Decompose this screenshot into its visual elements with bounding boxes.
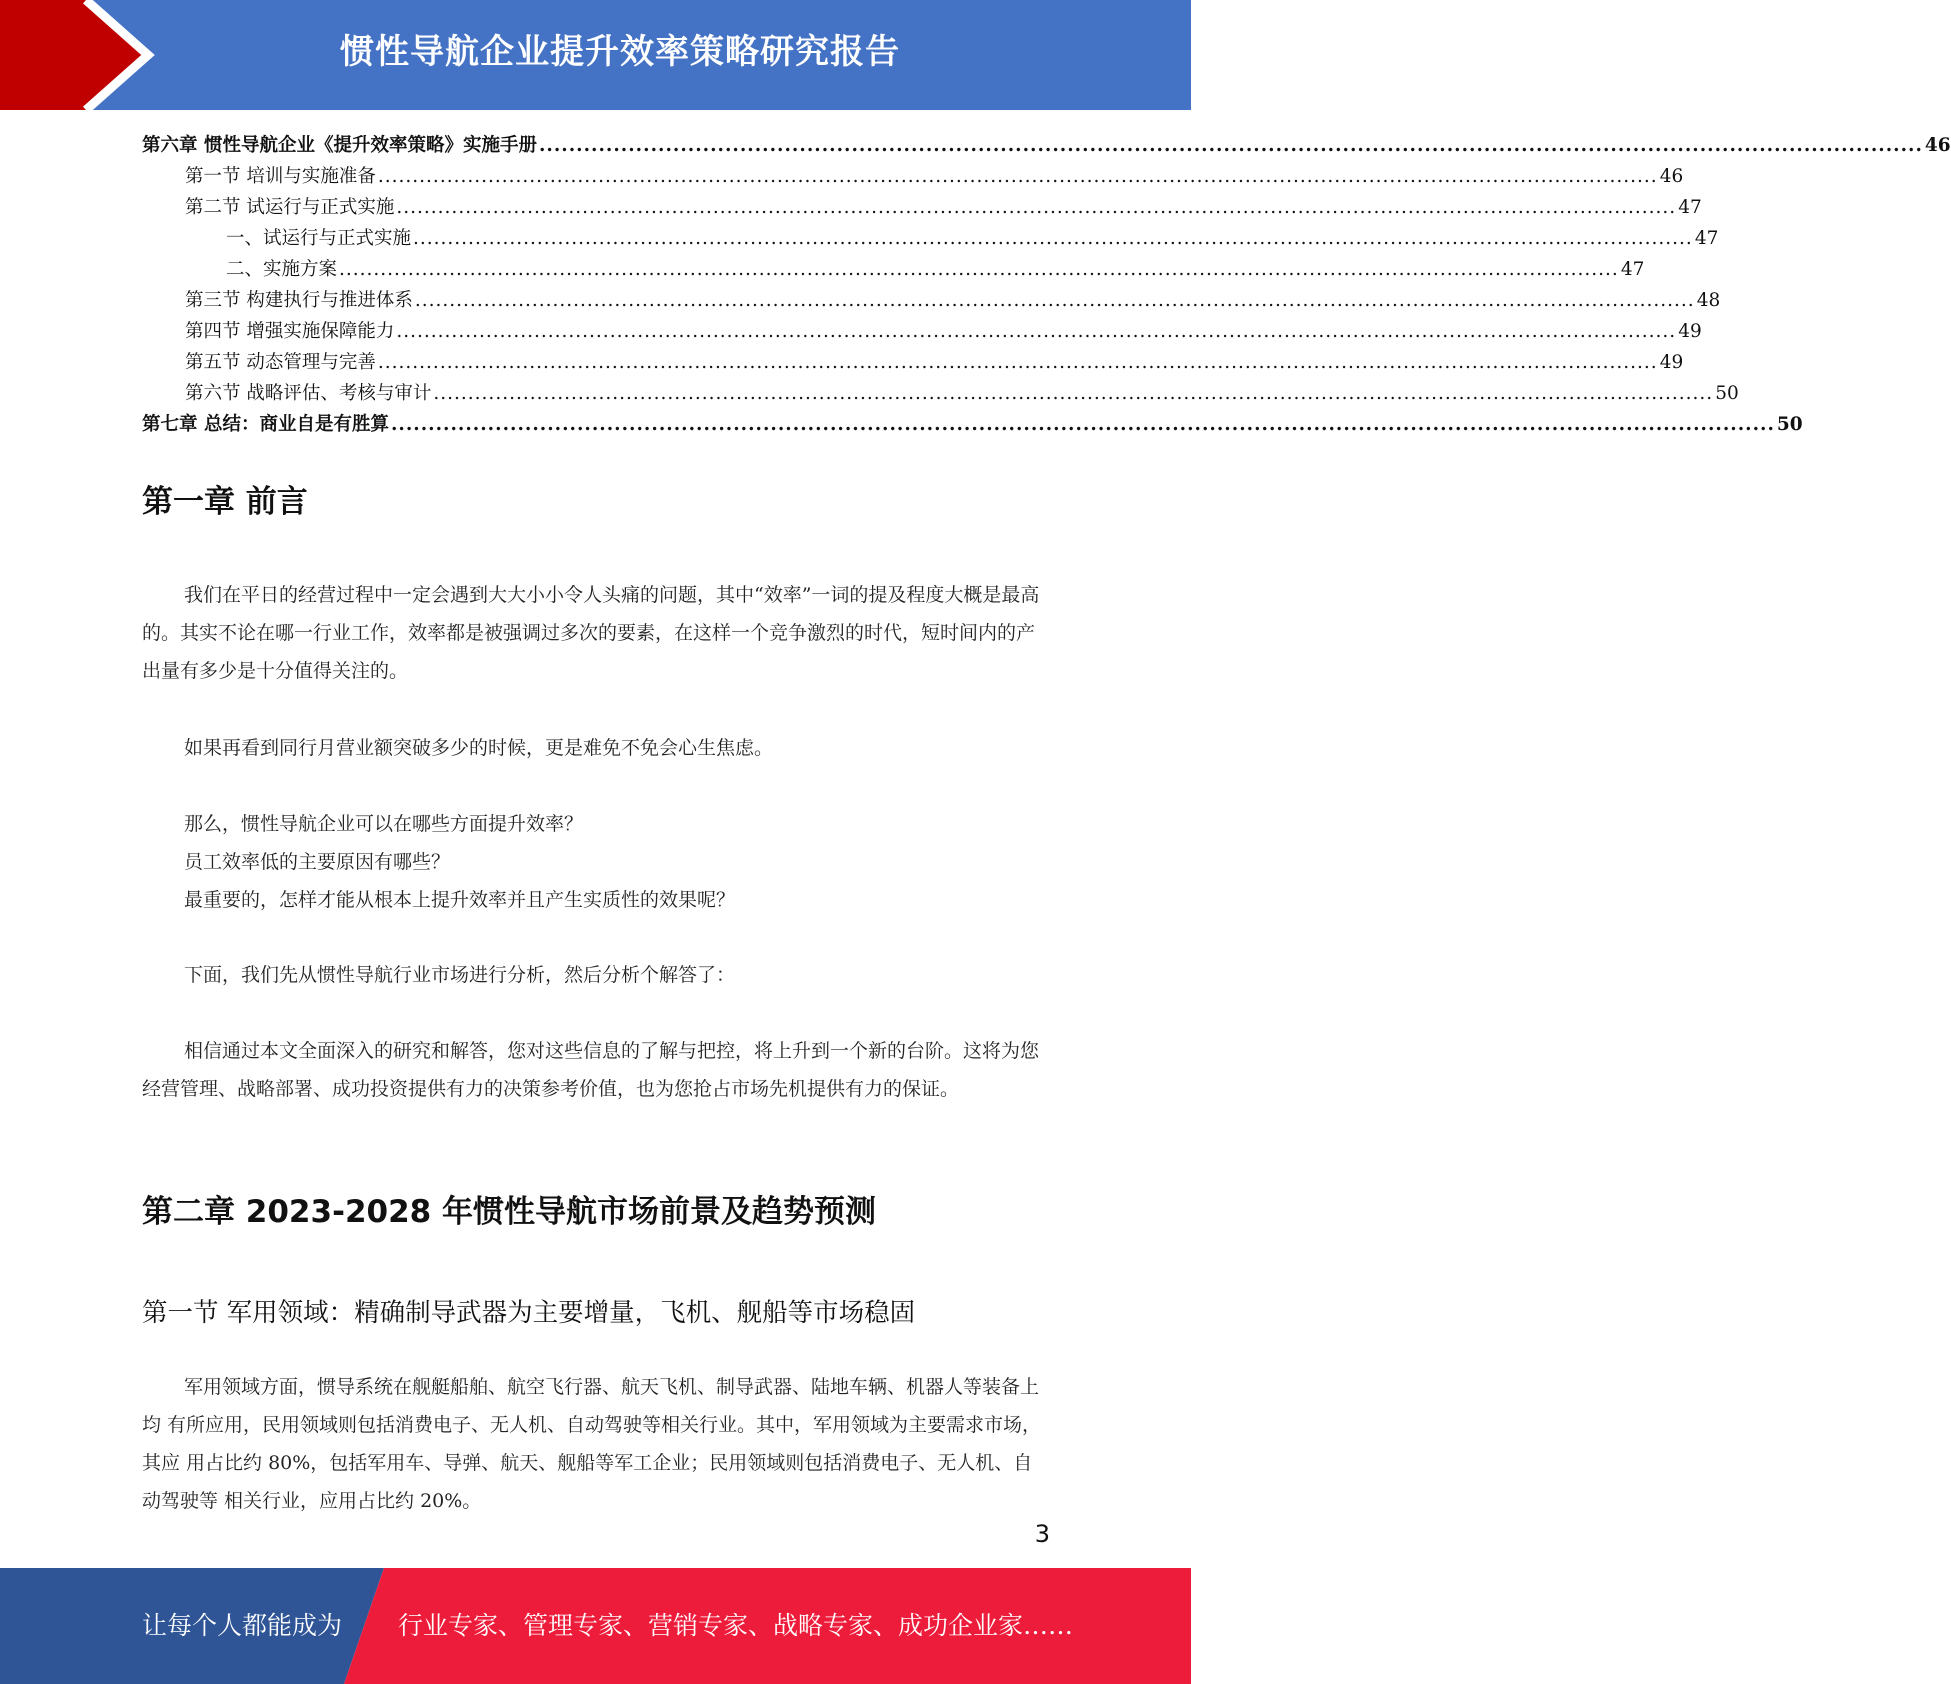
footer-slogan-right: 行业专家、管理专家、营销专家、战略专家、成功企业家…… [398,1611,1074,1640]
question-line: 那么，惯性导航企业可以在哪些方面提升效率？ [184,813,584,835]
toc-entry-text: 第六章 惯性导航企业《提升效率策略》实施手册 [142,135,537,156]
toc-entry-text: 第五节 动态管理与完善 [185,352,376,373]
toc-entry-subsection[interactable] [142,254,1645,285]
toc-entry-text: 第一节 培训与实施准备 [185,166,376,187]
toc-leader-dots: .......................................................................................................................................................................................... [339,259,1619,280]
toc-entry-subsection[interactable] [142,223,1719,254]
toc-leader-dots: .......................................................................................................................................................................................... [396,321,1677,342]
body-paragraph: 下面，我们先从惯性导航行业市场进行分析，然后分析个解答了： [184,964,736,986]
toc-entry-section[interactable] [142,285,1721,316]
body-paragraph: 如果再看到同行月营业额突破多少的时候，更是难免不免会心生焦虑。 [184,737,774,759]
toc-page-number: 50 [1715,383,1739,404]
toc-page-number: 47 [1678,197,1702,218]
toc-entry-section[interactable] [142,378,1739,409]
toc-leader-dots: .......................................................................................................................................................................................... [377,352,1658,373]
footer-slogan-left: 让每个人都能成为 [142,1611,343,1640]
toc-page-number: 47 [1694,228,1719,249]
toc-entry-text: 第六节 战略评估、考核与审计 [185,383,432,404]
toc-leader-dots: .......................................................................................................................................................................................... [433,383,1714,404]
body-paragraph: 军用领域方面，惯导系统在舰艇船舶、航空飞行器、航天飞机、制导武器、陆地车辆、机器人等装备上均 有所应用，民用领域则包括消费电子、无人机、自动驾驶等相关行业。其中，军用领域为主要需求市场，其应 用占比约 80%，包括军用车、导弹、航天、舰船等军工企业；民用领域则包括消费电子、无人机、自动驾驶等 相关行业，应用占比约 20%。 [142,1376,1042,1512]
body-paragraph: 相信通过本文全面深入的研究和解答，您对这些信息的了解与把控，将上升到一个新的台阶。这将为您经营管理、战略部署、成功投资提供有力的决策参考价值，也为您抢占市场先机提供有力的保证。 [142,1040,1040,1100]
toc-page-number: 49 [1659,352,1684,373]
toc-page-number: 50 [1776,414,1803,435]
section-1-title: 第一节 军用领域：精确制导武器为主要增量，飞机、舰船等市场稳固 [142,1298,916,1328]
chapter-2-title: 第二章 2023-2028 年惯性导航市场前景及趋势预测 [142,1194,877,1230]
toc-page-number: 46 [1659,166,1684,187]
table-of-contents [142,130,1951,440]
toc-leader-dots: .......................................................................................................................................................................................... [396,197,1677,218]
toc-entry-text: 第三节 构建执行与推进体系 [185,290,413,311]
toc-entry-text: 第四节 增强实施保障能力 [185,321,395,342]
toc-entry-text: 第二节 试运行与正式实施 [185,197,395,218]
toc-leader-dots: .......................................................................................................................................................................................... [377,166,1658,187]
toc-entry-section[interactable] [142,347,1684,378]
body-paragraph: 我们在平日的经营过程中一定会遇到大大小小令人头痛的问题，其中“效率”一词的提及程度大概是最高的。其实不论在哪一行业工作，效率都是被强调过多次的要素，在这样一个竞争激烈的时代，短时间内的产出量有多少是十分值得关注的。 [142,584,1040,682]
footer-banner [0,1568,1191,1684]
toc-entry-section[interactable] [142,192,1702,223]
toc-leader-dots: .......................................................................................................................................................................................... [414,290,1695,311]
chapter-1-title: 第一章 前言 [142,484,308,520]
toc-page-number: 49 [1678,321,1702,342]
toc-entry-chapter-7[interactable] [142,409,1803,440]
toc-page-number: 48 [1696,290,1721,311]
report-title: 惯性导航企业提升效率策略研究报告 [340,32,900,72]
header-banner [0,0,1191,110]
question-line: 最重要的，怎样才能从根本上提升效率并且产生实质性的效果呢？ [184,889,736,911]
toc-page-number: 47 [1620,259,1645,280]
toc-leader-dots: .......................................................................................................................................................................................... [413,228,1693,249]
toc-entry-chapter-6[interactable] [142,130,1951,161]
toc-page-number: 46 [1924,135,1951,156]
page-number: 3 [1034,1520,1050,1548]
toc-entry-text: 二、实施方案 [226,259,338,280]
toc-entry-text: 一、试运行与正式实施 [226,228,412,249]
toc-entry-section[interactable] [142,161,1684,192]
toc-entry-text: 第七章 总结：商业自是有胜算 [142,414,389,435]
question-line: 员工效率低的主要原因有哪些？ [184,851,451,873]
toc-leader-dots: .......................................................................................................................................................................................... [538,135,1923,156]
toc-leader-dots: .......................................................................................................................................................................................... [390,414,1775,435]
toc-entry-section[interactable] [142,316,1702,347]
